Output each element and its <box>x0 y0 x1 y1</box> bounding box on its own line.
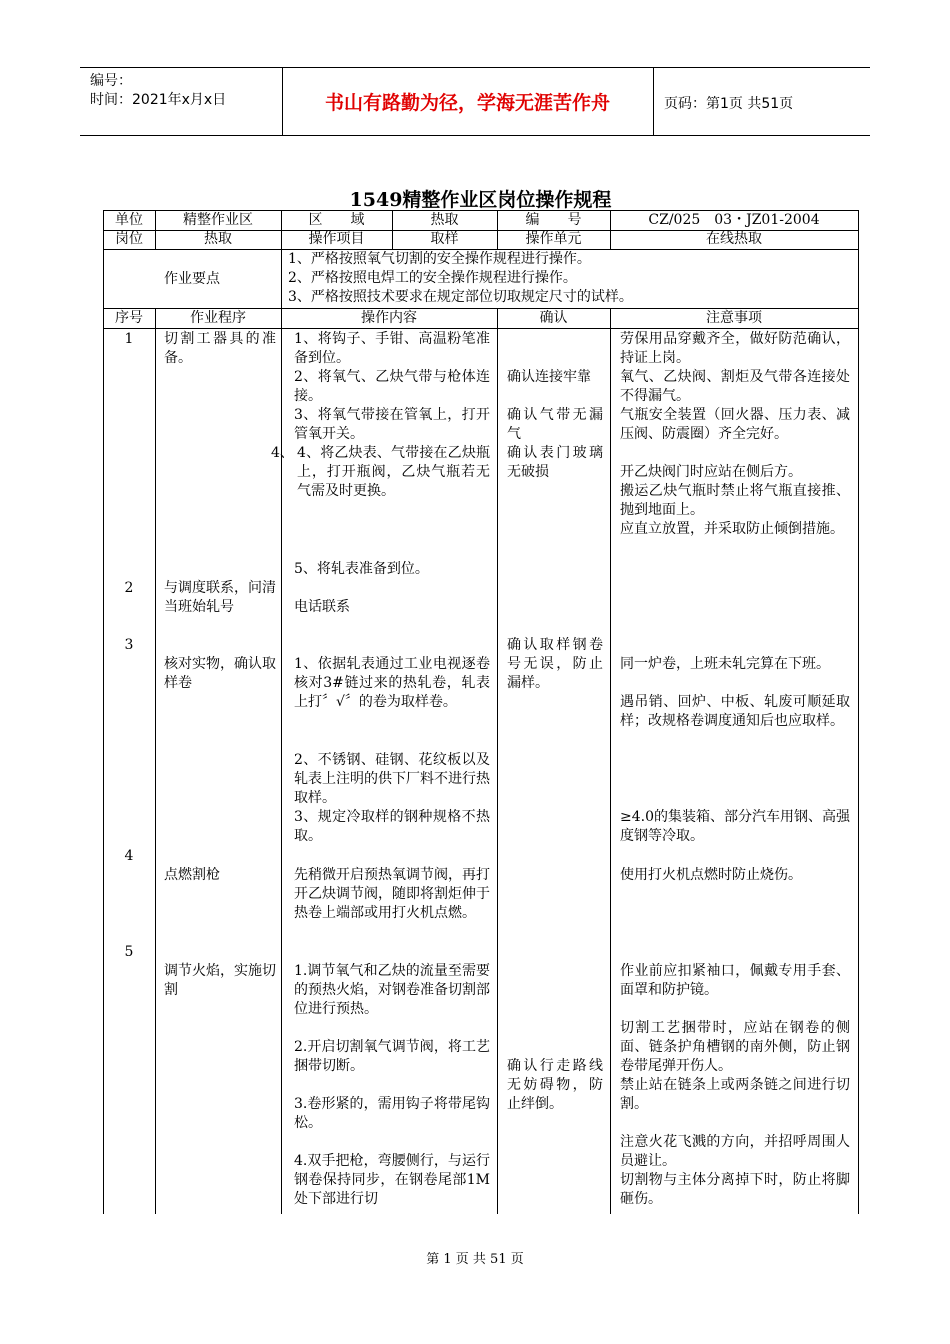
unit-label: 单位 <box>115 212 143 228</box>
row2-procedure: 与调度联系，问清当班始轧号 <box>164 580 276 615</box>
op-unit-value: 在线热取 <box>706 231 762 247</box>
page-footer: 第 1 页 共 51 页 <box>426 1252 524 1267</box>
row4-seq: 4 <box>124 848 134 864</box>
code-value: CZ/025 03・JZ01-2004 <box>648 212 820 228</box>
row1-note-4: 开乙炔阀门时应站在侧后方。 <box>620 464 802 480</box>
row1-seq: 1 <box>124 331 134 347</box>
row1-note-1: 劳保用品穿戴齐全，做好防范确认，持证上岗。 <box>620 331 850 366</box>
header-time: 时间：2021年x月x日 <box>90 92 227 108</box>
row1-note-3: 气瓶安全装置（回火器、压力表、减压阀、防震圈）齐全完好。 <box>620 407 850 442</box>
row3-content-2: 2、不锈钢、硅钢、花纹板以及轧表上注明的供下厂料不进行热取样。 <box>294 752 490 806</box>
row1-note-6: 应直立放置，并采取防止倾倒措施。 <box>620 521 844 537</box>
row1-content-1: 1、将钩子、手钳、高温粉笔准备到位。 <box>294 331 490 366</box>
requirements-list <box>288 250 854 307</box>
code-label: 编 号 <box>525 212 582 228</box>
row5-confirm: 确认行走路线无妨碍物，防止绊倒。 <box>507 1058 603 1112</box>
col-procedure: 作业程序 <box>190 310 246 326</box>
row5-note-2: 切割工艺捆带时，应站在钢卷的侧面、链条护角槽钢的南外侧，防止钢卷带尾弹开伤人。 <box>620 1020 850 1074</box>
row5-note-4: 注意火花飞溅的方向，并招呼周围人员避让。 <box>620 1134 850 1169</box>
row3-note-2: 遇吊销、回炉、中板、轧废可顺延取样；改规格卷调度通知后也应取样。 <box>620 694 850 729</box>
row4-content: 先稍微开启预热氧调节阀，再打开乙炔调节阀，随即将割炬伸于热卷上端部或用打火机点燃。 <box>294 867 490 921</box>
row5-note-3: 禁止站在链条上或两条链之间进行切割。 <box>620 1077 850 1112</box>
unit-value: 精整作业区 <box>183 212 253 228</box>
row3-content-3: 3、规定冷取样的钢种规格不热取。 <box>294 809 490 844</box>
row5-note-5: 切割物与主体分离掉下时，防止将脚砸伤。 <box>620 1172 850 1207</box>
requirements-label: 作业要点 <box>164 271 220 287</box>
row1-content-5: 5、将轧表准备到位。 <box>294 561 429 577</box>
item-label: 操作项目 <box>308 231 365 247</box>
header-divider <box>653 67 654 135</box>
row5-seq: 5 <box>124 944 134 960</box>
row3-note-1: 同一炉卷，上班未轧完算在下班。 <box>620 656 830 672</box>
op-unit-label: 操作单元 <box>525 231 582 247</box>
item-value: 取样 <box>430 231 459 247</box>
row1-confirm-3: 确认表门玻璃无破损 <box>507 445 603 480</box>
row1-content-4-marker: 4、 <box>271 445 294 461</box>
row3-procedure: 核对实物，确认取样卷 <box>164 656 276 691</box>
row2-content: 电话联系 <box>294 599 350 615</box>
col-content: 操作内容 <box>361 310 417 326</box>
post-value: 热取 <box>204 231 232 247</box>
row1-content-4: 4、将乙炔表、气带接在乙炔瓶上，打开瓶阀，乙炔气瓶若无气需及时更换。 <box>297 445 490 499</box>
row5-content-4: 4.双手把枪，弯腰侧行，与运行钢卷保持同步，在钢卷尾部1M处下部进行切 <box>294 1153 490 1207</box>
requirement-item: 1、严格按照氧气切割的安全操作规程进行操作。 <box>288 251 591 267</box>
row3-note-3: ≥4.0的集装箱、部分汽车用钢、高强度钢等冷取。 <box>620 809 850 844</box>
row5-content-1: 1.调节氧气和乙炔的流量至需要的预热火焰，对钢卷准备切割部位进行预热。 <box>294 963 490 1017</box>
row3-content-1: 1、依据轧表通过工业电视逐卷核对3#链过来的热轧卷，轧表上打〞√〞的卷为取样卷。 <box>294 656 490 710</box>
row2-seq: 2 <box>124 580 134 596</box>
header-page-info: 页码：第1页 共51页 <box>664 96 794 112</box>
row3-seq: 3 <box>124 637 134 653</box>
requirement-item: 2、严格按照电焊工的安全操作规程进行操作。 <box>288 270 577 286</box>
post-label: 岗位 <box>115 231 143 247</box>
row1-content-2: 2、将氧气、乙炔气带与枪体连接。 <box>294 369 490 404</box>
row4-procedure: 点燃割枪 <box>164 867 220 883</box>
header-meta <box>90 72 226 110</box>
row1-procedure: 切割工器具的准备。 <box>164 331 276 366</box>
row1-content-3: 3、将氧气带接在管氧上，打开管氧开关。 <box>294 407 490 442</box>
row1-note-5: 搬运乙炔气瓶时禁止将气瓶直接推、抛到地面上。 <box>620 483 850 518</box>
row5-procedure: 调节火焰，实施切割 <box>164 963 276 998</box>
header-bottom-rule <box>80 135 870 136</box>
row5-note-1: 作业前应扣紧袖口，佩戴专用手套、面罩和防护镜。 <box>620 963 850 998</box>
row1-confirm-2: 确认气带无漏气 <box>507 407 603 442</box>
row3-confirm: 确认取样钢卷号无误，防止漏样。 <box>507 637 603 691</box>
header-number: 编号： <box>90 73 132 89</box>
area-label: 区 域 <box>308 212 365 228</box>
row4-note: 使用打火机点燃时防止烧伤。 <box>620 867 802 883</box>
row5-content-2: 2.开启切割氧气调节阀，将工艺捆带切断。 <box>294 1039 490 1074</box>
document-title: 1549精整作业区岗位操作规程 <box>349 189 612 211</box>
row5-content-3: 3.卷形紧的，需用钩子将带尾钩松。 <box>294 1096 490 1131</box>
area-value: 热取 <box>430 212 459 228</box>
header-motto: 书山有路勤为径，学海无涯苦作舟 <box>324 91 610 114</box>
col-seq: 序号 <box>115 310 143 326</box>
row1-confirm-1: 确认连接牢靠 <box>507 369 591 385</box>
col-notes: 注意事项 <box>706 310 762 326</box>
requirement-item: 3、严格按照技术要求在规定部位切取规定尺寸的试样。 <box>288 289 633 305</box>
col-confirm: 确认 <box>539 310 568 326</box>
row1-note-2: 氧气、乙炔阀、割炬及气带各连接处不得漏气。 <box>620 369 850 404</box>
